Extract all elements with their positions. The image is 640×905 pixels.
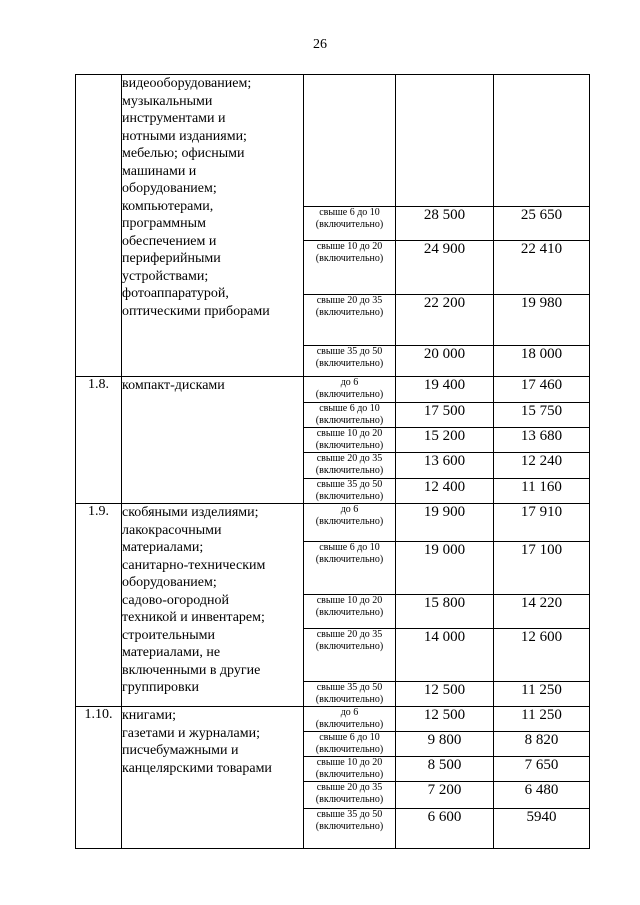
price-b: 11 160 (494, 479, 590, 504)
price-b: 18 000 (494, 346, 590, 377)
description-line: видеооборудованием; (122, 76, 252, 91)
row-number: 1.9. (76, 504, 122, 707)
description-line: газетами и журналами; (122, 725, 260, 741)
price-a: 22 200 (396, 295, 494, 346)
price-a: 15 200 (396, 428, 494, 453)
empty-cell (494, 75, 590, 207)
description-line: канцелярскими товарами (122, 760, 272, 776)
weight-range: свыше 35 до 50 (включительно) (304, 346, 396, 377)
price-a: 28 500 (396, 207, 494, 241)
price-b: 11 250 (494, 707, 590, 732)
table-row (76, 75, 590, 207)
price-b: 12 600 (494, 629, 590, 682)
category-description (122, 504, 304, 707)
empty-cell (396, 75, 494, 207)
weight-range: свыше 6 до 10 (включительно) (304, 207, 396, 241)
description-line: фотоаппаратурой, (122, 286, 229, 301)
price-b: 11 250 (494, 682, 590, 707)
weight-range: свыше 6 до 10 (включительно) (304, 403, 396, 428)
tariff-table (75, 74, 590, 849)
weight-range: свыше 6 до 10 (включительно) (304, 542, 396, 595)
price-a: 12 500 (396, 682, 494, 707)
description-line: мебелью; офисными (122, 146, 245, 161)
description-line: компакт-дисками (122, 378, 225, 393)
empty-cell (304, 75, 396, 207)
price-b: 22 410 (494, 241, 590, 295)
description-line: музыкальными (122, 93, 213, 109)
description-line: материалами; (122, 540, 204, 555)
weight-range: свыше 20 до 35 (включительно) (304, 295, 396, 346)
description-line: скобяными изделиями; (122, 505, 259, 520)
description-line: строительными (122, 627, 215, 643)
price-a: 19 000 (396, 542, 494, 595)
description-line: техникой и инвентарем; (122, 610, 265, 625)
description-line: писчебумажными и (122, 743, 239, 758)
description-line: материалами, не (122, 645, 221, 660)
weight-range: свыше 35 до 50 (включительно) (304, 809, 396, 849)
price-a: 14 000 (396, 629, 494, 682)
description-line: оборудованием; (122, 575, 217, 590)
table-row (76, 504, 590, 542)
price-b: 15 750 (494, 403, 590, 428)
weight-range: свыше 10 до 20 (включительно) (304, 241, 396, 295)
weight-range: свыше 10 до 20 (включительно) (304, 428, 396, 453)
description-line: группировки (122, 680, 199, 695)
weight-range: до 6 (включительно) (304, 707, 396, 732)
page-number: 26 (313, 37, 327, 52)
description-line: обеспечением и (122, 233, 217, 249)
price-b: 17 100 (494, 542, 590, 595)
weight-range: свыше 35 до 50 (включительно) (304, 682, 396, 707)
price-a: 7 200 (396, 782, 494, 809)
description-line: оптическими приборами (122, 303, 270, 319)
price-a: 24 900 (396, 241, 494, 295)
description-line: книгами; (122, 708, 176, 723)
price-a: 6 600 (396, 809, 494, 849)
weight-range: свыше 35 до 50 (включительно) (304, 479, 396, 504)
price-a: 19 400 (396, 377, 494, 403)
price-a: 15 800 (396, 595, 494, 629)
price-a: 9 800 (396, 732, 494, 757)
description-line: программным (122, 216, 206, 231)
table-row (76, 707, 590, 732)
description-line: периферийными (122, 251, 221, 266)
category-description (122, 75, 304, 377)
category-description (122, 377, 304, 504)
price-a: 17 500 (396, 403, 494, 428)
price-b: 6 480 (494, 782, 590, 809)
price-b: 17 910 (494, 504, 590, 542)
description-line: инструментами и (122, 111, 226, 126)
weight-range: свыше 6 до 10 (включительно) (304, 732, 396, 757)
weight-range: до 6 (включительно) (304, 377, 396, 403)
price-b: 14 220 (494, 595, 590, 629)
category-description (122, 707, 304, 849)
weight-range: до 6 (включительно) (304, 504, 396, 542)
price-b: 13 680 (494, 428, 590, 453)
price-a: 13 600 (396, 453, 494, 479)
weight-range: свыше 20 до 35 (включительно) (304, 782, 396, 809)
weight-range: свыше 20 до 35 (включительно) (304, 453, 396, 479)
row-number: 1.10. (76, 707, 122, 849)
price-b: 8 820 (494, 732, 590, 757)
weight-range: свыше 10 до 20 (включительно) (304, 757, 396, 782)
price-a: 19 900 (396, 504, 494, 542)
description-line: компьютерами, (122, 198, 214, 214)
description-line: включенными в другие (122, 662, 261, 678)
description-line: садово-огородной (122, 592, 229, 608)
price-b: 19 980 (494, 295, 590, 346)
price-a: 12 400 (396, 479, 494, 504)
description-line: устройствами; (122, 268, 209, 284)
weight-range: свыше 10 до 20 (включительно) (304, 595, 396, 629)
price-b: 7 650 (494, 757, 590, 782)
price-b: 17 460 (494, 377, 590, 403)
price-b: 5940 (494, 809, 590, 849)
price-a: 20 000 (396, 346, 494, 377)
price-a: 8 500 (396, 757, 494, 782)
price-b: 25 650 (494, 207, 590, 241)
description-line: санитарно-техническим (122, 557, 266, 573)
table-row (76, 377, 590, 403)
description-line: лакокрасочными (122, 522, 222, 538)
row-number: 1.8. (76, 377, 122, 504)
description-line: машинами и (122, 163, 197, 179)
description-line: нотными изданиями; (122, 128, 247, 144)
weight-range: свыше 20 до 35 (включительно) (304, 629, 396, 682)
price-b: 12 240 (494, 453, 590, 479)
row-number (76, 75, 122, 377)
price-a: 12 500 (396, 707, 494, 732)
description-line: оборудованием; (122, 181, 217, 196)
